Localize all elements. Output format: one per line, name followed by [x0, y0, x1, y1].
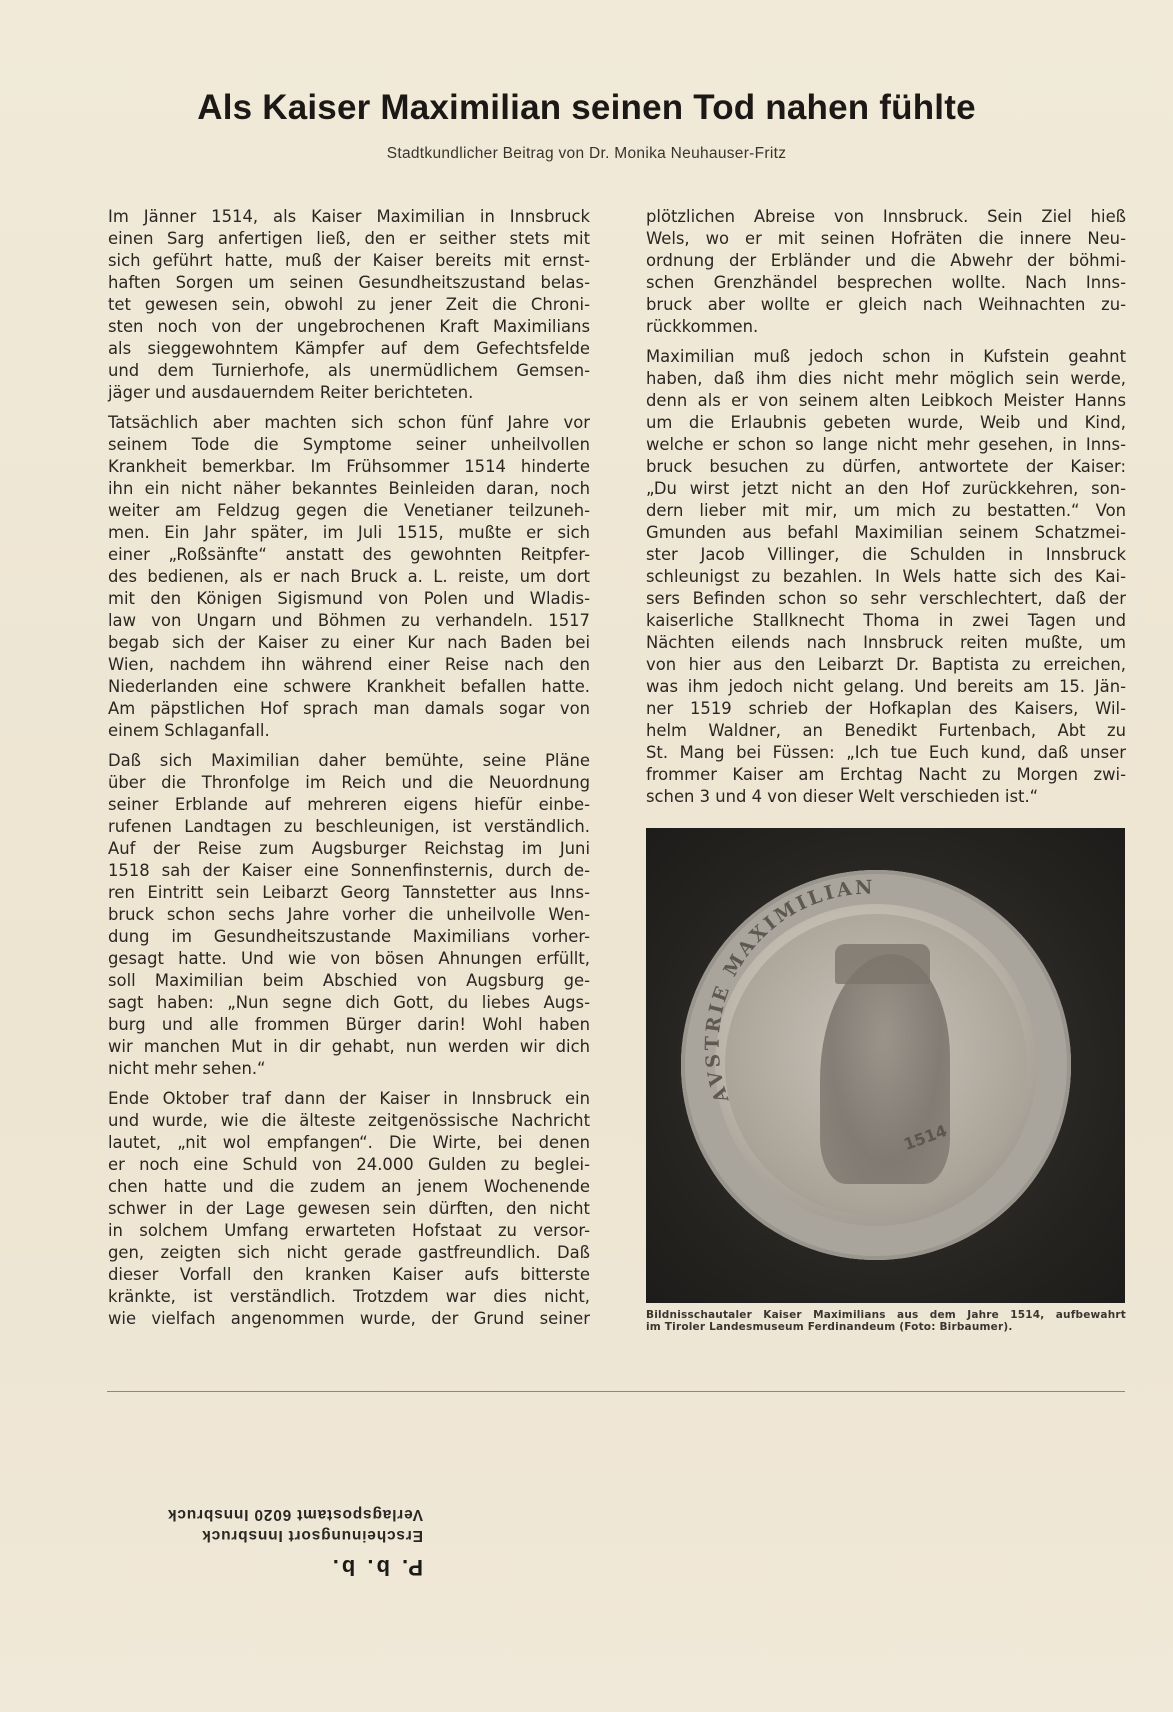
caption-line: Bildnisschautaler Kaiser Maximilians aus dem Jahre 1514, aufbewahrt — [646, 1309, 1126, 1321]
text-line: sich geführt hatte, muß der Kaiser bereits mit ernst- — [108, 251, 590, 270]
text-line: ner 1519 schrieb der Hofkaplan des Kaisers, Wil- — [646, 699, 1126, 718]
paragraph — [108, 206, 590, 404]
paragraph — [646, 346, 1126, 808]
text-line: des bedienen, als er nach Bruck a. L. reiste, um dort — [108, 567, 590, 586]
text-line: dung im Gesundheitszustande Maximilians vorher- — [108, 927, 590, 946]
text-line: schen 3 und 4 von dieser Welt verschieden ist.“ — [646, 787, 1039, 806]
text-line: ster Jacob Villinger, die Schulden in Innsbruck — [646, 545, 1126, 564]
text-line: ren Eintritt sein Leibarzt Georg Tannstetter aus Inns- — [108, 883, 590, 902]
text-line: rufenen Landtagen zu beschleunigen, ist verständlich. — [108, 817, 590, 836]
text-line: helm Waldner, an Benedikt Furtenbach, Abt zu — [646, 721, 1126, 740]
text-line: Ende Oktober traf dann der Kaiser in Innsbruck ein — [108, 1089, 590, 1108]
text-line: bruck aber wollte er gleich nach Weihnachten zu- — [646, 295, 1126, 314]
text-line: mit den Königen Sigismund von Polen und Wladis- — [108, 589, 590, 608]
paragraph — [646, 206, 1126, 338]
paragraph — [108, 750, 590, 1080]
text-line: dieser Vorfall den kranken Kaiser aufs bitterste — [108, 1265, 590, 1284]
text-line: von hier aus den Leibarzt Dr. Baptista zu erreichen, — [646, 655, 1126, 674]
text-line: plötzlichen Abreise von Innsbruck. Sein Ziel hieß — [646, 207, 1126, 226]
text-line: kaiserliche Stallknecht Thoma in zwei Tagen und — [646, 611, 1126, 630]
photo-caption — [646, 1309, 1126, 1333]
text-line: einen Sarg anfertigen ließ, den er seither stets mit — [108, 229, 590, 248]
text-line: kränkte, ist verständlich. Trotzdem war dies nicht, — [108, 1287, 590, 1306]
text-line: Gmunden aus befahl Maximilian seinem Schatzmei- — [646, 523, 1126, 542]
text-line: ordnung der Erbländer und die Abwehr der böhmi- — [646, 251, 1126, 270]
text-line: „Du wirst jetzt nicht an den Hof zurückkehren, son- — [646, 479, 1126, 498]
paragraph — [108, 412, 590, 742]
text-column-right — [646, 206, 1126, 816]
text-line: denn als er von seinem alten Leibkoch Meister Hanns — [646, 391, 1126, 410]
paragraph — [108, 1088, 590, 1330]
postal-imprint-upside-down — [93, 1440, 423, 1580]
text-line: einer „Roßsänfte“ anstatt des gewohnten Reitpfer- — [108, 545, 590, 564]
text-line: law von Ungarn und Böhmen zu verhandeln. 1517 — [108, 611, 590, 630]
text-line: gesagt hatte. Und wie von bösen Ahnungen erfüllt, — [108, 949, 590, 968]
text-line: Wels, wo er mit seinen Hofräten die innere Neu- — [646, 229, 1126, 248]
coin-photo — [646, 828, 1125, 1303]
text-line: in solchem Umfang erwarteten Hofstaat zu versor- — [108, 1221, 590, 1240]
coin-legend-text — [702, 876, 876, 1106]
text-line: Am päpstlichen Hof sprach man damals sogar von — [108, 699, 590, 718]
text-line: sagt haben: „Nun segne dich Gott, du liebes Augs- — [108, 993, 590, 1012]
text-line: gen, zeigten sich nicht gerade gastfreundlich. Daß — [108, 1243, 590, 1262]
caption-line: im Tiroler Landesmuseum Ferdinandeum (Foto: Birbaumer). — [646, 1321, 1013, 1333]
text-line: rückkommen. — [646, 317, 759, 336]
text-line: Auf der Reise zum Augsburger Reichstag im Juni — [108, 839, 590, 858]
text-line: Tatsächlich aber machten sich schon fünf Jahre vor — [108, 413, 590, 432]
text-line: sers Befinden schon so sehr verschlechtert, daß der — [646, 589, 1126, 608]
text-line: was ihm jedoch nicht gelang. Und bereits am 15. Jän- — [646, 677, 1126, 696]
text-line: haften Sorgen um seinen Gesundheitszustand belas- — [108, 273, 590, 292]
text-line: Wien, nachdem ihn während einer Reise nach den — [108, 655, 590, 674]
text-line: Im Jänner 1514, als Kaiser Maximilian in Innsbruck — [108, 207, 590, 226]
text-line: um die Erlaubnis gebeten wurde, Weib und Kind, — [646, 413, 1126, 432]
coin-image — [681, 870, 1071, 1260]
article-byline: Stadtkundlicher Beitrag von Dr. Monika Neuhauser-Fritz — [386, 145, 787, 162]
text-line: Maximilian muß jedoch schon in Kufstein geahnt — [646, 347, 1126, 366]
text-line: seiner Erblande auf mehreren eigens hiefür einbe- — [108, 795, 590, 814]
text-line: nicht mehr sehen.“ — [108, 1059, 266, 1078]
text-line: frommer Kaiser am Erchtag Nacht zu Morgen zwi- — [646, 765, 1126, 784]
pbb-mark: P. b. b. — [329, 1555, 423, 1580]
article-title: Als Kaiser Maximilian seinen Tod nahen fühlte — [197, 88, 976, 127]
text-line: dern lieber mit mir, um mich zu bestatten.“ Von — [646, 501, 1126, 520]
text-line: sten noch von der ungebrochenen Kraft Maximilians — [108, 317, 590, 336]
coin-date: 1514 — [901, 1120, 950, 1155]
text-line: und dem Turnierhofe, als unermüdlichem Gemsen- — [108, 361, 590, 380]
text-line: weiter am Feldzug gegen die Venetianer teilzuneh- — [108, 501, 590, 520]
text-line: men. Ein Jahr später, im Juli 1515, mußte er sich — [108, 523, 590, 542]
text-line: einem Schlaganfall. — [108, 721, 270, 740]
text-line: bruck schon sechs Jahre vorher die unheilvolle Wen- — [108, 905, 590, 924]
divider-rule — [107, 1391, 1125, 1392]
text-line: wie vielfach angenommen wurde, der Grund seiner — [108, 1309, 590, 1328]
text-line: bruck besuchen zu dürfen, antwortete der Kaiser: — [646, 457, 1126, 476]
text-line: lautet, „nit wol empfangen“. Die Wirte, bei denen — [108, 1133, 590, 1152]
text-line: Nächten eilends nach Innsbruck reiten mußte, um — [646, 633, 1126, 652]
publication-place: Erscheinungsort Innsbruck — [201, 1527, 423, 1544]
text-line: schwer in der Lage gewesen sein dürften, den nicht — [108, 1199, 590, 1218]
text-line: Niederlanden eine schwere Krankheit befallen hatte. — [108, 677, 590, 696]
text-line: begab sich der Kaiser zu einer Kur nach Baden bei — [108, 633, 590, 652]
text-line: burg und alle frommen Bürger darin! Wohl haben — [108, 1015, 590, 1034]
text-line: Krankheit bemerkbar. Im Frühsommer 1514 hinderte — [108, 457, 590, 476]
text-line: welche er schon so lange nicht mehr gesehen, in Inns- — [646, 435, 1126, 454]
text-line: schleunigst zu bezahlen. In Wels hatte sich des Kai- — [646, 567, 1126, 586]
coin-legend: AVSTRIE MAXIMILIAN — [701, 876, 876, 1106]
text-line: jäger und ausdauerndem Reiter berichteten. — [108, 383, 474, 402]
coin-legend-ring — [681, 870, 1071, 1260]
text-line: ihn ein nicht näher bekanntes Beinleiden daran, noch — [108, 479, 590, 498]
text-column-left — [108, 206, 590, 1338]
text-line: haben, daß ihm dies nicht mehr möglich sein werde, — [646, 369, 1126, 388]
text-line: schen Grenzhändel besprechen wollte. Nach Inns- — [646, 273, 1126, 292]
text-line: wir manchen Mut in dir gehabt, nun werden wir dich — [108, 1037, 590, 1056]
post-office: Verlagspostamt 6020 Innsbruck — [167, 1506, 423, 1523]
text-line: 1518 sah der Kaiser eine Sonnenfinsternis, durch de- — [108, 861, 590, 880]
text-line: über die Thronfolge im Reich und die Neuordnung — [108, 773, 590, 792]
text-line: St. Mang bei Füssen: „Ich tue Euch kund, daß unser — [646, 743, 1126, 762]
text-line: als sieggewohntem Kämpfer auf dem Gefechtsfelde — [108, 339, 590, 358]
text-line: tet gewesen sein, obwohl zu jener Zeit die Chroni- — [108, 295, 590, 314]
text-line: soll Maximilian beim Abschied von Augsburg ge- — [108, 971, 590, 990]
text-line: er noch eine Schuld von 24.000 Gulden zu beglei- — [108, 1155, 590, 1174]
text-line: Daß sich Maximilian daher bemühte, seine Pläne — [108, 751, 590, 770]
text-line: chen hatte und die zudem an jenem Wochenende — [108, 1177, 590, 1196]
text-line: seinem Tode die Symptome seiner unheilvollen — [108, 435, 590, 454]
text-line: und wurde, wie die älteste zeitgenössische Nachricht — [108, 1111, 590, 1130]
